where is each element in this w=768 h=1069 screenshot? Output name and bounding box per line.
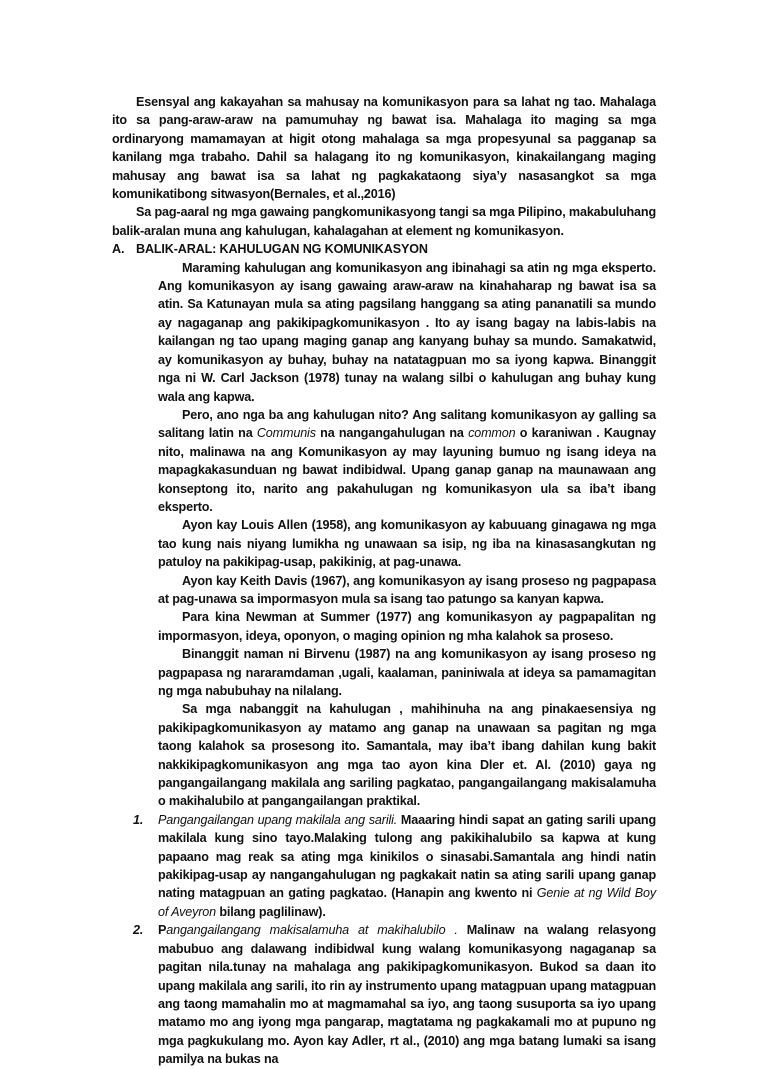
numbered-list [112, 811, 656, 1069]
emphasized-term: Genie at ng Wild Boy of Aveyron [158, 886, 656, 919]
body-paragraph: Sa mga nabanggit na kahulugan , mahihinuha na ang pinakaesensiya ng pakikipagkomunikasyon ay matamo ang ganap na unawaan sa pagitan ng mga taong kalahok sa prosesong ito. Samantala, may iba’t ibang dahilan kung bakit nakkikipagkomunikasyon ang mga tao ayon kina Dler et. Al. (2010) gaya ng pangangailangang makilala ang sariling pagkatao, pangangailangang makisalamuha o makihalubilo at pangangailangan praktikal. [158, 702, 656, 809]
section-body [112, 259, 656, 811]
list-item [133, 811, 656, 921]
emphasized-term: common [468, 426, 516, 441]
list-heading-initial: P [158, 923, 167, 938]
text-run: bilang paglilinaw). [216, 904, 326, 919]
text-run: Pero, ano nga ba ang kahulugan nito? Ang salitang komunikasyon ay galling sa salitang latin na [158, 407, 656, 441]
list-number: 2. [133, 923, 144, 938]
text-run: o karaniwan . Kaugnay nito, malinawa na ang Komunikasyon ay may layuning bumuo ng isang ideya na mapagkakasunduan ng bawat indibidwal. Upang ganap ganap na maunawaan ang konseptong ito, narito ang pakahulugan ng komunikasyon ula sa iba’t ibang eksperto. [158, 426, 656, 514]
body-paragraph: Ayon kay Keith Davis (1967), ang komunikasyon ay isang proseso ng pagpapasa at pag-unawa sa impormasyon mula sa isang tao patungo sa kanyan kapwa. [158, 573, 656, 606]
intro-paragraph: Sa pag-aaral ng mga gawaing pangkomunikasyong tangi sa mga Pilipino, makabuluhang balik-aralan muna ang kahulugan, kahalagahan at element ng komunikasyon. [112, 205, 656, 238]
body-paragraph: Ayon kay Louis Allen (1958), ang komunikasyon ay kabuuang ginagawa ng mga tao kung nais niyang lumikha ng unawaan sa isip, ng iba na kinasasangkutan ng patuloy na pakikipag-usap, pakikinig, at pag-unawa. [158, 518, 656, 570]
text-run: na nangangahulugan na [315, 426, 469, 441]
section-heading [112, 240, 656, 258]
list-heading: angangailangang makisalamuha at makihalubilo . [166, 923, 458, 938]
body-paragraph: Binanggit naman ni Birvenu (1987) na ang komunikasyon ay isang proseso ng pagpapasa ng nararamdaman ,ugali, kaalaman, paniniwala at ideya sa pamamagitan ng mga nabubuhay na nilalang. [158, 647, 656, 698]
body-paragraph: Para kina Newman at Summer (1977) ang komunikasyon ay pagpapalitan ng impormasyon, ideya, oponyon, o maging opinion ng mha kalahok sa proseso. [158, 610, 656, 643]
section-title: BALIK-ARAL: KAHULUGAN NG KOMUNIKASYON [136, 242, 428, 257]
section-label: A. [112, 242, 125, 257]
list-heading: Pangangailangan upang makilala ang sarili. [158, 812, 398, 827]
body-paragraph: Maraming kahulugan ang komunikasyon ang ibinahagi sa atin ng mga eksperto. Ang komunikasyon ay isang gawaing araw-araw na kinahaharap ng bawat isa sa atin. Sa Katunayan mula sa ating pagsilang hanggang sa ating pananatili sa mundo ay nagaganap ang pakikipagkomunikasyon . Ito ay isang bagay na labis-labis na kailangan ng tao upang maging ganap ang kanyang buhay sa mundo. Samakatwid, ay komunikasyon ay buhay, buhay na natatagpuan mo sa iyong kapwa. Binanggit nga ni W. Carl Jackson (1978) tunay na walang silbi o kahulugan ang buhay kung wala ang kapwa. [158, 260, 656, 404]
body-paragraph [158, 406, 656, 516]
text-run: Malinaw na walang relasyong mabubuo ang dalawang indibidwal kung walang komunikasyong nagaganap sa pagitan nila.tunay na mahalaga ang pakikipagkomunikasyon. Bukod sa daan ito upang makilala ang sarili, ito rin ay instrumento upang matagpuan upang matagpuan ang taong mamahalin mo at magmamahal sa iyo, ang taong susuporta sa iyo upang matamo mo ang iyong mga pangarap, magtatama ng pagkakamali mo at pupuno ng mga pagkukulang mo. Ayon kay Adler, rt al., (2010) ang mga batang lumaki sa isang pamilya na bukas na [158, 923, 656, 1067]
list-number: 1. [133, 812, 144, 827]
emphasized-term: Communis [256, 426, 316, 441]
intro-paragraph: Esensyal ang kakayahan sa mahusay na komunikasyon para sa lahat ng tao. Mahalaga ito sa pang-araw-araw na pamumuhay ng bawat isa. Mahalaga ito maging sa mga ordinaryong mamamayan at higit otong mahalaga sa mga propesyunal sa pagganap sa kanilang mga trabaho. Dahil sa halagang ito ng komunikasyon, kinakailangang maging mahusay ang bawat isa sa lahat ng pagkakataong siya’y nasasangkot sa mga komunikatibong sitwasyon(Bernales, et al.,2016) [112, 95, 656, 202]
list-item [133, 921, 656, 1068]
text-run: Maaaring hindi sapat an gating sarili upang makilala kung sino tayo.Malaking tulong ang pakikihalubilo sa kapwa at kung papaano mag reak sa ating mga kinikilos o sinasabi.Samantala ang hindi natin pakikipag-usap ay nangangahulugan ng pagkakait natin sa ating sarili upang ganap nating matagpuan an gating pagkatao. (Hanapin ang kwento ni [158, 812, 656, 901]
